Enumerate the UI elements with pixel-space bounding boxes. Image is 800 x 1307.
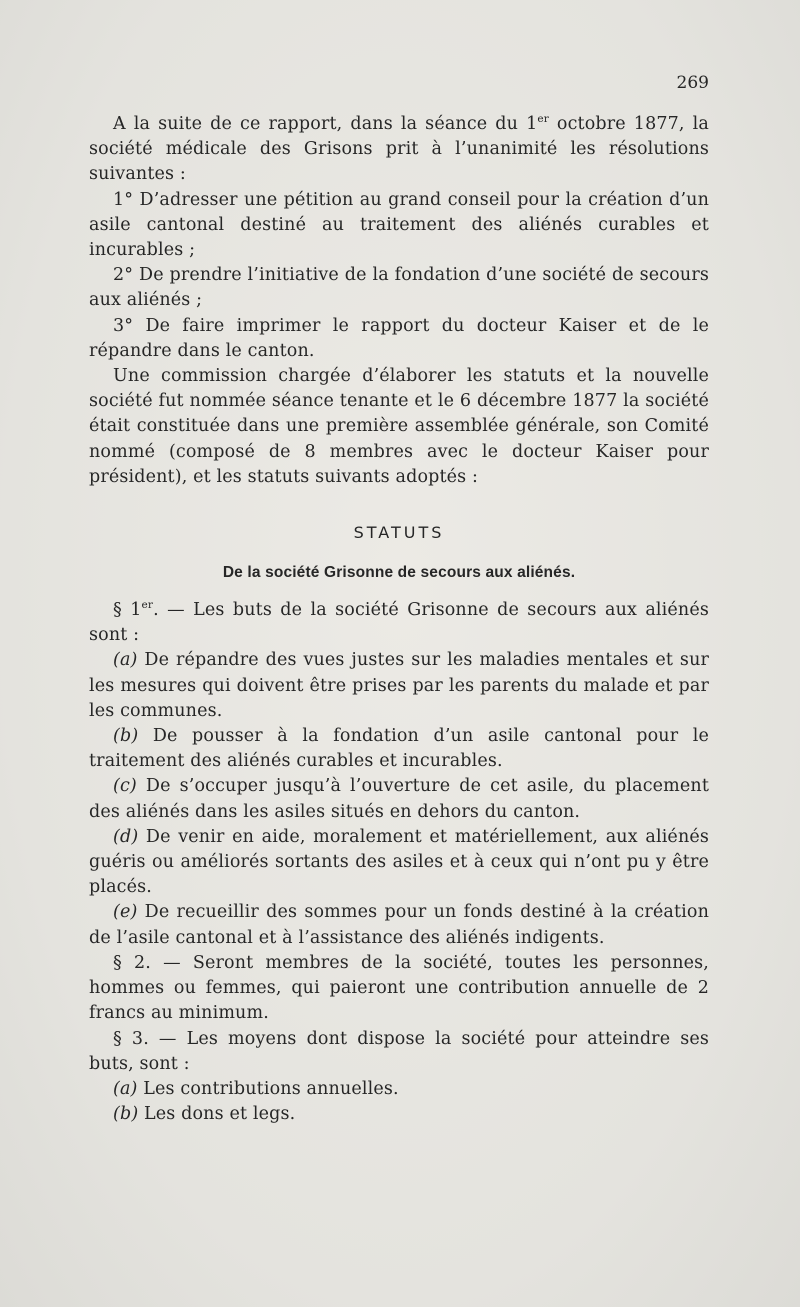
article-3-item-b: (b) Les dons et legs. <box>113 1104 296 1125</box>
statuts-heading: STATUTS <box>353 523 445 543</box>
article-1-item-b: (b) De pousser à la fondation d’un asile cantonal pour le traitement des aliénés curables et incurables. <box>89 726 709 772</box>
article-1-item-c: (c) De s’occuper jusqu’à l’ouverture de cet asile, du placement des aliénés dans les asiles situés en dehors du canton. <box>89 776 709 822</box>
article-1: § 1er. — Les buts de la société Grisonne de secours aux aliénés sont : <box>89 599 709 646</box>
article-1-item-d: (d) De venir en aide, moralement et matériellement, aux aliénés guéris ou améliorés sortants des asiles et à ceux qui n’ont pu y être placés. <box>89 826 709 898</box>
intro-paragraph: A la suite de ce rapport, dans la séance du 1er octobre 1877, la société médicale des Grisons prit à l’unanimité les résolutions suivantes : <box>89 113 709 185</box>
page-number: 269 <box>676 73 709 93</box>
society-subheading: De la société Grisonne de secours aux aliénés. <box>222 564 576 582</box>
article-3-item-a: (a) Les contributions annuelles. <box>113 1078 399 1099</box>
resolution-3: 3° De faire imprimer le rapport du docteur Kaiser et de le répandre dans le canton. <box>89 315 709 361</box>
article-1-item-a: (a) De répandre des vues justes sur les maladies mentales et sur les mesures qui doivent être prises par les parents du malade et par les communes. <box>89 650 709 721</box>
article-3: § 3. — Les moyens dont dispose la société pour atteindre ses buts, sont : <box>89 1028 709 1074</box>
article-1-item-e: (e) De recueillir des sommes pour un fonds destiné à la création de l’asile cantonal et à l’assistance des aliénés indigents. <box>89 902 709 948</box>
text-column <box>89 112 709 1127</box>
article-2: § 2. — Seront membres de la société, toutes les personnes, hommes ou femmes, qui paieront une contribution annuelle de 2 francs au minimum. <box>89 952 709 1024</box>
resolution-1: 1° D’adresser une pétition au grand conseil pour la création d’un asile cantonal destiné au traitement des aliénés curables et incurables ; <box>89 189 709 261</box>
resolution-2: 2° De prendre l’initiative de la fondation d’une société de secours aux aliénés ; <box>89 265 709 311</box>
commission-paragraph: Une commission chargée d’élaborer les statuts et la nouvelle société fut nommée séance tenante et le 6 décembre 1877 la société était constituée dans une première assemblée générale, son Comité nommé (composé de 8 membres avec le docteur Kaiser pour président), et les statuts suivants adoptés : <box>89 366 709 487</box>
